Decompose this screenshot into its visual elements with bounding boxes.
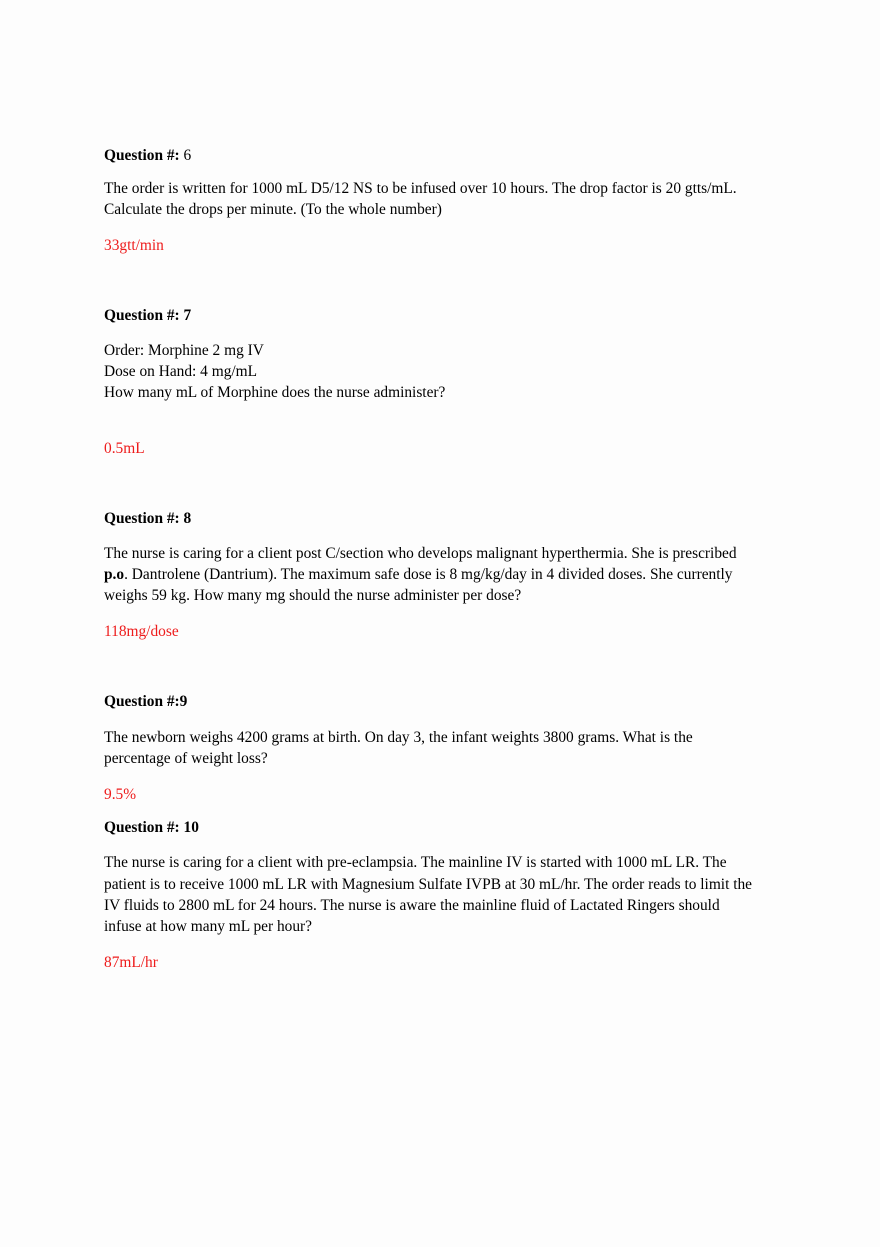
question-text-run: . Dantrolene (Dantrium). The maximum safe dose is 8 mg/kg/day in 4 divided doses. She currently [124,566,733,583]
question-text-line: patient is to receive 1000 mL LR with Magnesium Sulfate IVPB at 30 mL/hr. The order reads to limit the [104,876,752,893]
question-text-line: infuse at how many mL per hour? [104,918,312,935]
question-label: Question #: 10 [104,819,199,836]
answer-text: 0.5mL [104,440,145,457]
question-text-line: Order: Morphine 2 mg IV [104,342,264,359]
question-label: Question #:9 [104,693,188,710]
question-text-line: The nurse is caring for a client with pre-eclampsia. The mainline IV is started with 1000 mL LR. The [104,854,727,871]
answer-text: 87mL/hr [104,954,158,971]
question-text-line: IV fluids to 2800 mL for 24 hours. The nurse is aware the mainline fluid of Lactated Ringers should [104,897,720,914]
bold-abbreviation: p.o [104,566,125,583]
question-text-line: weighs 59 kg. How many mg should the nurse administer per dose? [104,587,522,604]
answer-text: 118mg/dose [104,623,179,640]
question-label: Question #: [104,147,180,164]
question-10-heading [104,817,199,838]
question-number: 6 [183,147,192,164]
question-text-line: percentage of weight loss? [104,750,268,767]
question-label: Question #: 7 [104,307,192,324]
question-text-line: The order is written for 1000 mL D5/12 NS to be infused over 10 hours. The drop factor is 20 gtts/mL. [104,180,737,197]
question-text-line: Dose on Hand: 4 mg/mL [104,363,258,380]
question-text-line [104,564,732,585]
answer-text: 9.5% [104,786,137,803]
question-8-heading [104,508,191,529]
question-text-line: The nurse is caring for a client post C/section who develops malignant hyperthermia. She is prescribed [104,545,737,562]
question-9-heading [104,691,187,712]
question-6-heading [104,145,191,166]
question-text-line: The newborn weighs 4200 grams at birth. On day 3, the infant weights 3800 grams. What is the [104,729,693,746]
answer-text: 33gtt/min [104,237,164,254]
question-text-line: How many mL of Morphine does the nurse administer? [104,384,446,401]
question-text-line: Calculate the drops per minute. (To the whole number) [104,201,442,218]
question-label: Question #: 8 [104,510,192,527]
question-7-heading [104,305,191,326]
